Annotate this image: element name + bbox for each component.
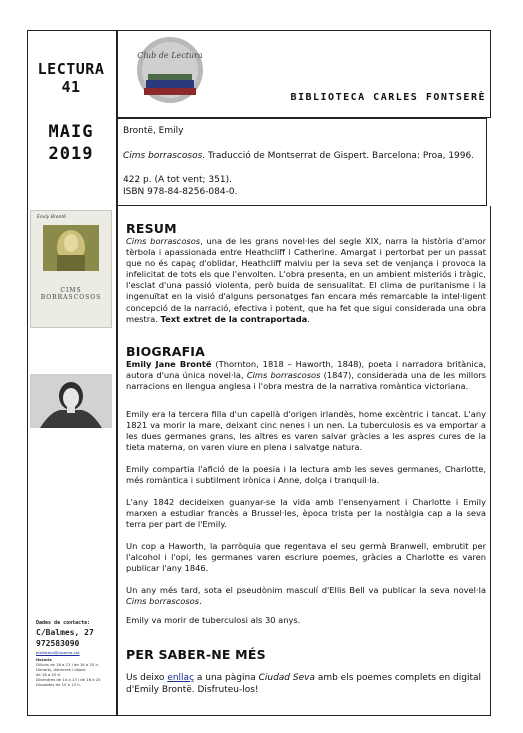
author-portrait [30,374,112,428]
hours-line: Dilluns de 16 a 13 i de 16 a 20 h. [36,662,100,667]
hours-line: de 16 a 20 h. [36,672,62,677]
contact-phone: 972583090 [36,639,80,648]
resum-title: Cims borrascosos [126,236,201,246]
hours-line: Dissabtes de 10 a 13 h. [36,682,81,687]
mes-text: Us deixo enllaç a una pàgina Ciudad Seva amb els poemes complets en digital d'Emily Brontë. Disfruteu-los! [126,673,482,695]
month-label: MAIG [48,122,94,142]
mes-heading: PER SABER-NE MÉS [126,647,266,662]
resum-body: , una de les grans novel·les del segle XIX, narra la història d'amor tèrbola i apassionada entre Heathcliff i Catherine. Amargat i pertorbat per un passat que no és capaç d'oblidar, Heathcliff malviu per la seva set de venjança i provoca la infelicitat de tots els que l'envolten. L'obra presenta, en un ambient misteriós i tràgic, l'esclat d'una passió violenta, però buida de sensualitat. El clima de puritanisme i la ingenuïtat en la visió d'alguns personatges fan encara més remarcable la intel·ligent concepció de la narració, efectiva i potent, que ha fet que sigui considerada una obra mestra. [126,236,486,324]
enllac-link[interactable]: enllaç [167,673,195,683]
cover-author: Emily Brontë [37,215,66,220]
hours-heading: Horaris [36,657,52,662]
club-lectura-logo [132,34,208,110]
book-isbn: ISBN 978-84-8256-084-0. [123,187,238,197]
cover-title: CIMS BORRASCOSOS [40,287,102,301]
year-label: 2019 [48,144,94,164]
author-name: Emily Jane Brontë [126,359,212,369]
contact-address: C/Balmes, 27 [36,628,94,637]
book-citation [123,150,483,162]
resum-heading: RESUM [126,221,177,236]
cover-illustration [43,225,99,271]
resum-source: Text extret de la contraportada [160,313,308,324]
book-pages: 422 p. (A tot vent; 351). [123,175,232,185]
resum-text: Cims borrascosos, una de les grans novel·les del segle XIX, narra la història d'amor tèrbola i apassionada entre Heathcliff i Catherine. Amargat i pertorbat per un passat que no és capaç d'oblidar, Heathcliff malviu per la seva set de venjança i provoca la infelicitat de tots els que l'envolten. L'obra presenta, en un ambient misteriós i tràgic, l'esclat d'una passió violenta, però buida de sensualitat. El clima de puritanisme i la ingenuïtat en la visió d'alguns personatges fan encara més remarcable la intel·ligent concepció de la narració, efectiva i potent, que ha fet que sigui considerada una obra mestra. Text extret de la contraportada. [126,236,486,324]
biografia-paragraph-1: Emily Jane Brontë (Thornton, 1818 – Haworth, 1848), poeta i narradora britànica, autora d'una única novel·la, Cims borrascosos (1847), considerada una de les millors narracions en llengua anglesa i l'obra mestra de la narrativa romàntica victoriana. [126,359,487,392]
lectura-number: 41 [61,78,81,96]
biografia-paragraph-2: Emily era la tercera filla d'un capellà d'origen irlandès, home excèntric i tancat. L'any 1821 va morir la mare, deixant cinc nenes i un nen. La tuberculosis es va emportar a les dues germanes grans, les altres es varen salvar gràcies a les aspres cures de la tieta materna, on varen viure en plena i salvatge natura. [126,409,486,453]
biografia-paragraph-4: L'any 1842 decideixen guanyar-se la vida amb l'ensenyament i Charlotte i Emily marxen a estudiar francès a Brussel·les, època trista per la nostàlgia cap a la seva terra per part de l'Emily. [126,497,486,530]
biografia-heading: BIOGRAFIA [126,344,206,359]
logo-text: Club de Lectura [137,51,203,60]
book-author: Brontë, Emily [123,126,184,136]
book-title: Cims borrascosos [123,151,203,161]
hours-line: Dimarts, dimecres i dijous [36,667,86,672]
biografia-paragraph-7: Emily va morir de tuberculosi als 30 anys. [126,615,301,625]
book-citation-rest: . Traducció de Montserrat de Gispert. Barcelona: Proa, 1996. [202,151,475,161]
biografia-paragraph-6: Un any més tard, sota el pseudònim masculí d'Ellis Bell va publicar la seva novel·la Cims borrascosos. [126,585,486,607]
book-cover-image [30,210,112,328]
contact-heading: Dades de contacte: [36,620,91,626]
biografia-paragraph-5: Un cop a Haworth, la parròquia que regentava el seu germà Branwell, embrutit per l'alcohol i l'opi, les germanes varen escriure poemes, gràcies a Charlotte es varen publicar l'any 1846. [126,541,486,574]
biografia-paragraph-3: Emily compartia l'afició de la poesia i la lectura amb les seves germanes, Charlotte, més romàntica i subtilment irònica i Anne, dolça i tranquil·la. [126,464,486,486]
contact-email[interactable]: biblioteca@ajsarria.cat [36,650,80,655]
library-name: BIBLIOTECA CARLES FONTSERÈ [290,92,486,103]
lectura-label: LECTURA [37,60,105,78]
hours-line: Divendres de 10 a 13 i de 16 a 20 [36,677,101,682]
